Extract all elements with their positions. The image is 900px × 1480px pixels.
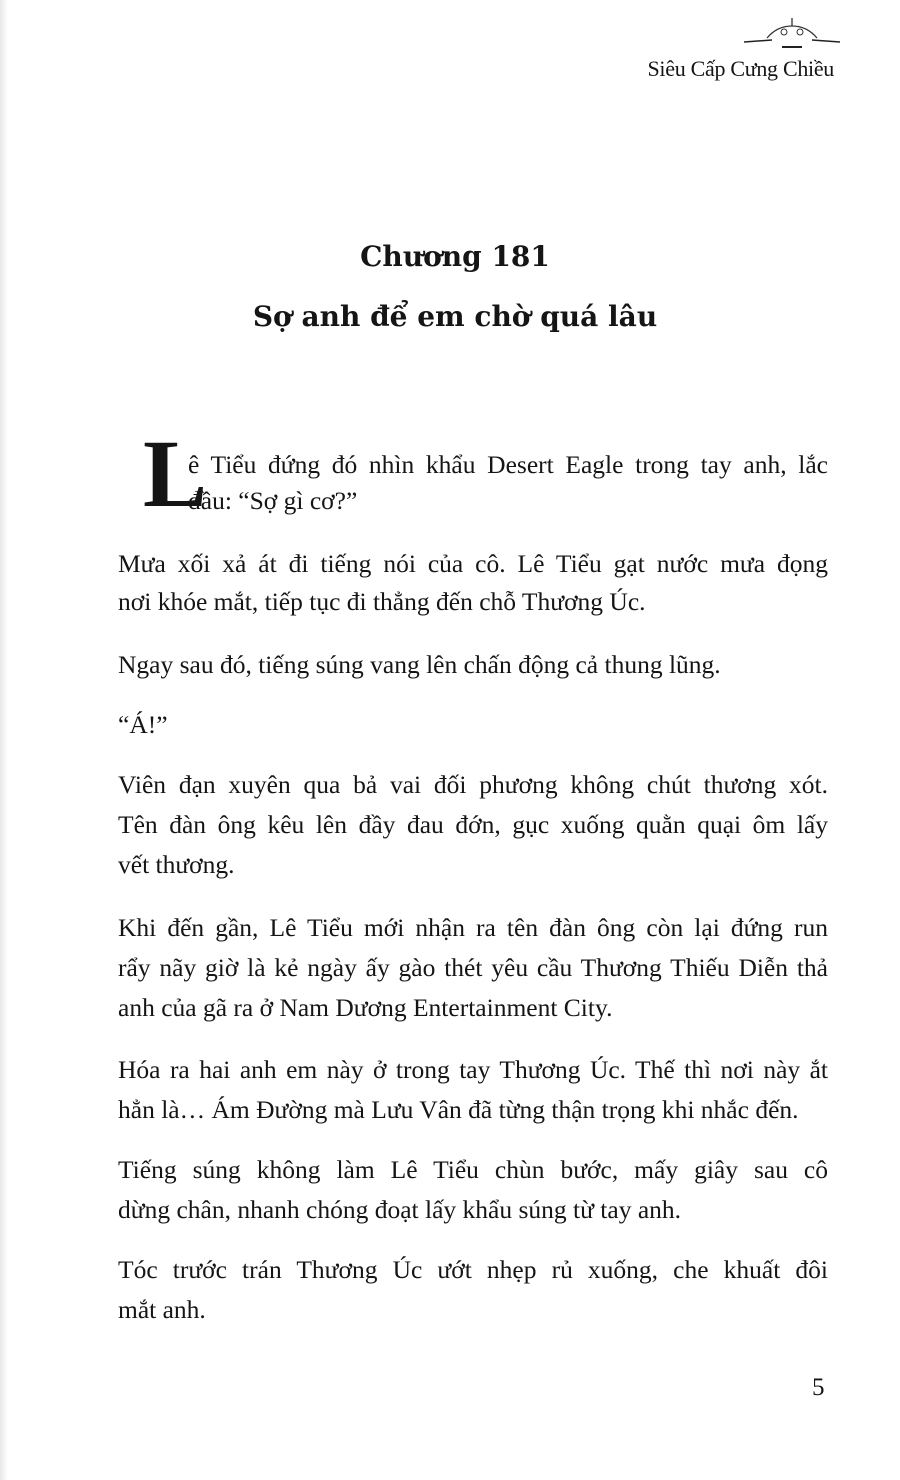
page-number: 5 (812, 1374, 825, 1401)
drop-cap: L (143, 420, 208, 527)
text-line: ê Tiểu đứng đó nhìn khẩu Desert Eagle trong tay anh, lắc (188, 450, 828, 479)
text-line: mắt anh. (118, 1295, 206, 1324)
text-line: Hóa ra hai anh em này ở trong tay Thương Úc. Thế thì nơi này ắt (118, 1055, 828, 1084)
chapter-title: Sợ anh để em chờ quá lâu (252, 300, 658, 333)
text-line: Ngay sau đó, tiếng súng vang lên chấn động cả thung lũng. (118, 650, 721, 679)
text-line: dừng chân, nhanh chóng đoạt lấy khẩu súng từ tay anh. (118, 1195, 682, 1224)
text-line: Khi đến gần, Lê Tiểu mới nhận ra tên đàn ông còn lại đứng run (118, 913, 828, 942)
text-line: hẳn là… Ám Đường mà Lưu Vân đã từng thận trọng khi nhắc đến. (118, 1095, 799, 1124)
text-line: đầu: “Sợ gì cơ?” (188, 486, 358, 515)
chapter-number: Chương 181 (360, 240, 550, 273)
text-line: rẩy nãy giờ là kẻ ngày ấy gào thét yêu cầu Thương Thiếu Diễn thả (118, 953, 828, 982)
text-line: Tên đàn ông kêu lên đầy đau đớn, gục xuống quằn quại ôm lấy (118, 810, 828, 839)
text-line: vết thương. (118, 850, 235, 879)
text-line: Tiếng súng không làm Lê Tiểu chùn bước, mấy giây sau cô (118, 1155, 828, 1184)
page-edge-shadow (0, 0, 8, 1480)
text-line: nơi khóe mắt, tiếp tục đi thẳng đến chỗ Thương Úc. (118, 587, 646, 616)
text-line: anh của gã ra ở Nam Dương Entertainment City. (118, 993, 613, 1022)
text-line: “Á!” (118, 710, 168, 739)
text-line: Viên đạn xuyên qua bả vai đối phương không chút thương xót. (118, 770, 828, 799)
running-header: Siêu Cấp Cưng Chiều (647, 56, 834, 81)
text-line: Tóc trước trán Thương Úc ướt nhẹp rủ xuống, che khuất đôi (118, 1255, 828, 1284)
ornament-icon (742, 18, 842, 48)
text-line: Mưa xối xả át đi tiếng nói của cô. Lê Tiểu gạt nước mưa đọng (118, 549, 828, 578)
